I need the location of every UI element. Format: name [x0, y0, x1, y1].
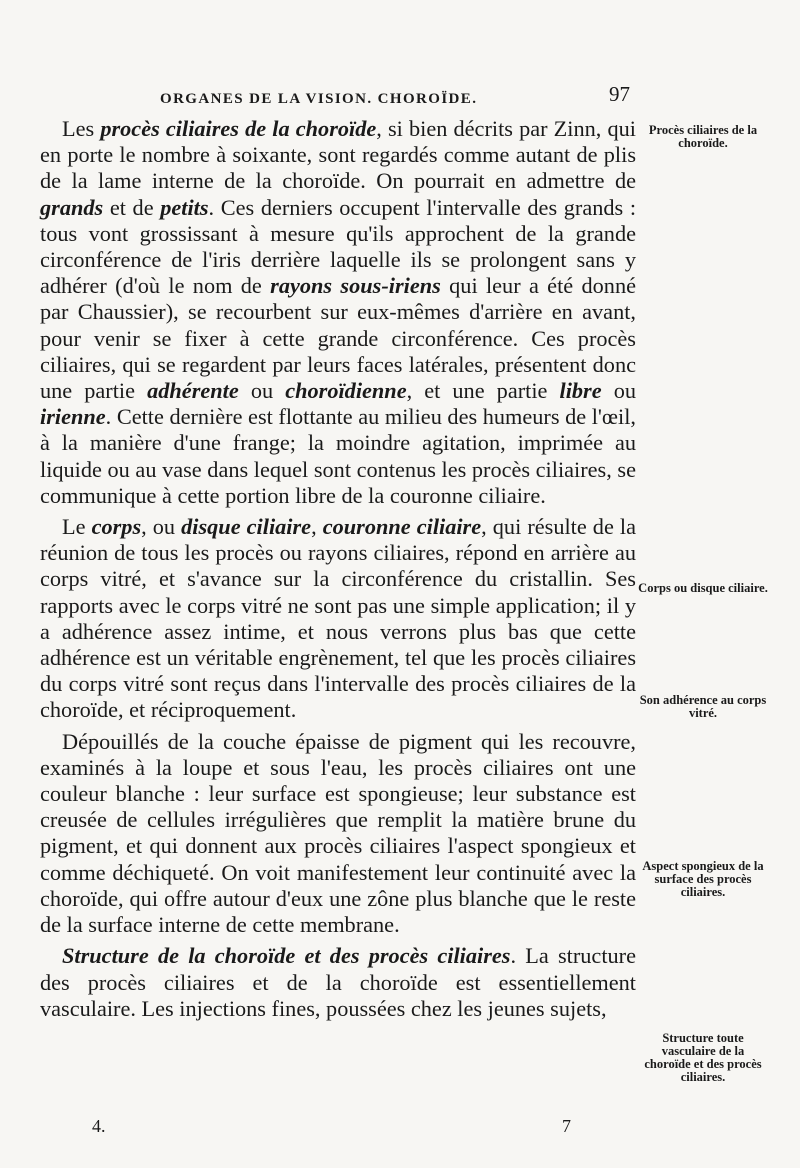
- paragraph: [40, 729, 636, 939]
- text-run: , si bien décrits par Zinn, qui en porte le nombre à soixante, sont regardés comme autant de plis de la lame interne de la choroïde. On pourrait en admettre de: [40, 116, 636, 194]
- italic-term: adhérente: [147, 378, 239, 404]
- text-run: ou: [601, 378, 636, 404]
- text-run: Le: [62, 514, 92, 540]
- sheet-number: 7: [562, 1116, 571, 1136]
- italic-term: procès ciliaires de la choroïde: [100, 116, 377, 141]
- paragraph: [40, 514, 636, 724]
- italic-term: petits: [160, 194, 209, 220]
- italic-term: irienne: [40, 404, 106, 430]
- italic-term: couronne ciliaire: [322, 514, 482, 540]
- paragraph: [40, 943, 636, 1022]
- margin-note: Son adhérence au corps vitré.: [639, 693, 767, 720]
- text-run: ,: [311, 514, 323, 540]
- page-number: 97: [609, 82, 630, 106]
- margin-note: Corps ou disque ciliaire.: [638, 581, 768, 595]
- paragraph: [40, 116, 636, 509]
- text-run: Les: [62, 116, 101, 141]
- running-title: ORGANES DE LA VISION. CHOROÏDE.: [160, 91, 478, 107]
- text-run: . Cette dernière est flottante au milieu des humeurs de l'œil, à la manière d'une frange; la moindre agitation, imprimée au liquide ou au vase dans lequel sont contenus les procès ciliaires, se communique à cette portion libre de la couronne ciliaire.: [40, 404, 636, 508]
- margin-note: Procès ciliaires de la choroïde.: [648, 123, 758, 150]
- text-run: qui leur a été donné par Chaussier), se recourbent sur eux-mêmes d'arrière en avant, pour venir se fixer à cette grande circonférence. Ces procès ciliaires, qui se regardent par leurs faces latérales, présentent donc une partie: [40, 273, 636, 404]
- italic-term: corps: [91, 514, 142, 540]
- italic-term: grands: [40, 194, 104, 220]
- text-run: Dépouillés de la couche épaisse de pigment qui les recouvre, examinés à la loupe et sous l'eau, les procès ciliaires ont une couleur blanche : leur surface est spongieuse; leur substance est creusée de cellules irrégulières que remplit la matière brune du pigment, et qui donnent aux procès ciliaires l'aspect spongieux et comme déchiqueté. On voit manifestement leur continuité avec la choroïde, qui offre autour d'eux une zône plus blanche que le reste de la surface interne de cette membrane.: [40, 728, 636, 938]
- text-run: . Ces derniers occupent l'intervalle des grands : tous vont grossissant à mesure qu'ils approchent de la grande circonférence de l'iris derrière laquelle ils se prolongent sans y adhérer (d'où le nom de: [40, 194, 637, 299]
- text-run: , ou: [141, 514, 182, 540]
- page-header: [160, 82, 630, 108]
- text-run: , qui résulte de la réunion de tous les procès ou rayons ciliaires, répond en arrière au corps vitré, et s'avance sur la circonférence du cristallin. Ses rapports avec le corps vitré ne sont pas une simple application; il y a adhérence assez intime, et nous verrons plus bas que cette adhérence est un véritable engrènement, tel que les procès ciliaires du corps vitré sont reçus dans l'intervalle des procès ciliaires de la choroïde, et réciproquement.: [40, 514, 637, 723]
- signature-mark: 4.: [92, 1116, 106, 1136]
- italic-term: libre: [559, 378, 602, 404]
- italic-term: disque ciliaire: [181, 514, 312, 540]
- italic-term: Structure de la choroïde et des procès ciliaires: [62, 943, 511, 969]
- margin-note: Structure toute vasculaire de la choroïde et des procès ciliaires.: [644, 1031, 762, 1084]
- text-run: ou: [238, 378, 286, 404]
- text-run: et de: [103, 194, 161, 220]
- text-run: , et une partie: [406, 378, 560, 404]
- margin-note: Aspect spongieux de la surface des procès ciliaires.: [642, 859, 764, 899]
- italic-term: choroïdienne: [285, 378, 407, 404]
- text-run: . La structure des procès ciliaires et de la choroïde est essentiellement vasculaire. Les injections fines, poussées chez les jeunes sujets,: [40, 943, 636, 1021]
- italic-term: rayons sous-iriens: [270, 273, 441, 299]
- body-text: [40, 116, 636, 1022]
